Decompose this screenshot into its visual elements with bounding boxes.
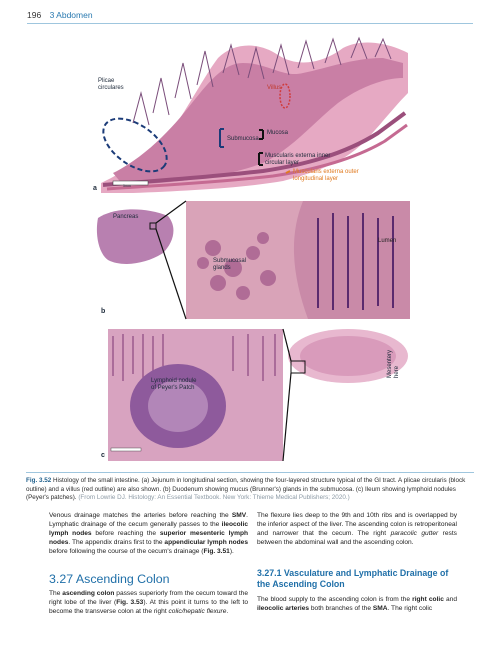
- text-run: both branches of the: [309, 605, 373, 612]
- text-run: before following the course of the cecum's drainage (: [49, 548, 204, 555]
- label-plicae: Plicae circulares: [98, 78, 124, 91]
- text-run: before reaching the: [91, 530, 160, 537]
- text-run: The: [49, 590, 63, 597]
- term-ileocolic-nodes: ileocolic lymph nodes: [49, 521, 248, 537]
- text-run: . The appendix drains first to the: [68, 539, 165, 546]
- right-paragraph-2: [257, 595, 457, 613]
- text-run: ). At this point it turns to the left to become the transverse colon at the right: [49, 599, 249, 615]
- panel-c-ileum: [93, 326, 412, 465]
- running-header: [27, 10, 93, 20]
- right-paragraph-1: [257, 511, 457, 547]
- term-superior-mesenteric-nodes: superior mesenteric lymph nodes: [49, 530, 248, 546]
- page-number: 196: [27, 10, 42, 20]
- panel-a-label: a: [93, 185, 97, 192]
- left-paragraph-1: [49, 511, 248, 556]
- label-pancreas: Pancreas: [113, 214, 139, 220]
- chapter-title: 3 Abdomen: [49, 10, 93, 20]
- text-run: The blood supply to the ascending colon is from the: [257, 596, 413, 603]
- figure-caption: [26, 472, 474, 503]
- caption-source: (From Lowrie DJ. Histology: An Essential Textbook. New York: Thieme Medical Publishers; 2020.): [78, 494, 350, 502]
- panel-b-duodenum: [93, 198, 412, 324]
- label-villus: Villus: [267, 85, 282, 91]
- text-run: .: [226, 608, 229, 615]
- term-ascending-colon: ascending colon: [62, 590, 115, 597]
- term-hepatic-flexure: colic/hepatic flexure: [168, 608, 227, 615]
- scale-label: 5mm: [123, 184, 131, 188]
- label-submucosal-glands: Submucosal glands: [213, 258, 247, 271]
- caption-text: Histology of the small intestine. (a) Jejunum in longitudinal section, showing the four-layered structure typical of the GI tract. A plicae circularis (block outline) and a villus (red outline) are also shown. (b) Duodenum showing mucus (Brunner's) glands in the submucosa. (c) Ileum showing lymphoid nodules (Peyer's patches).: [26, 477, 466, 502]
- section-heading: 3.27 Ascending Colon: [49, 572, 170, 586]
- text-run: and: [443, 596, 458, 603]
- subsection-heading: 3.27.1 Vasculature and Lymphatic Drainage of the Ascending Colon: [257, 568, 449, 589]
- ileum-image: [93, 326, 412, 465]
- text-run: The flexure lies deep to the 9th and 10th ribs and is overlapped by the inferior aspect of the liver. The ascending colon is retroperitoneal and narrower that the cecum. The right: [257, 512, 457, 537]
- figure-reference: Fig. 3.51: [203, 548, 230, 555]
- term-appendicular-nodes: appendicular lymph nodes: [164, 539, 248, 546]
- panel-a-jejunum: [93, 33, 412, 196]
- text-run: passes superiorly from the cecum toward the right lobe of the liver (: [49, 590, 248, 606]
- label-mesentery: Mesentery here: [387, 349, 400, 378]
- text-run: ).: [229, 548, 234, 555]
- label-lymphoid-nodule: Lymphoid nodule of Peyer's Patch: [151, 378, 197, 391]
- header-rule: [27, 23, 473, 24]
- term-right-colic: right colic: [412, 596, 444, 603]
- figure-reference: Fig. 3.53: [116, 599, 144, 606]
- label-muscularis-outer: Muscularis externa outer longitudinal layer: [293, 169, 359, 182]
- term-paracolic-gutter: paracolic gutter: [390, 530, 439, 537]
- caption-figure-number: Fig. 3.52: [26, 477, 52, 484]
- text-run: . Lymphatic drainage of the cecum generally passes to the: [49, 512, 248, 528]
- term-ileocolic-arteries: ileocolic arteries: [257, 605, 310, 612]
- label-muscularis-inner: Muscularis externa inner circular layer: [265, 153, 331, 166]
- panel-b-label: b: [101, 308, 106, 315]
- text-run: . The right colic: [387, 605, 433, 612]
- term-smv: SMV: [231, 512, 247, 519]
- text-run: Venous drainage matches the arteries before reaching the: [49, 512, 232, 519]
- histology-figure: [93, 33, 412, 465]
- label-submucosa: Submucosa: [227, 136, 259, 142]
- panel-c-label: c: [101, 452, 105, 459]
- label-lumen: Lumen: [378, 238, 397, 244]
- text-run: rests between the abdominal wall and the ascending colon.: [257, 530, 457, 546]
- label-mucosa: Mucosa: [267, 130, 289, 136]
- term-sma: SMA: [372, 605, 388, 612]
- left-paragraph-2: [49, 589, 248, 616]
